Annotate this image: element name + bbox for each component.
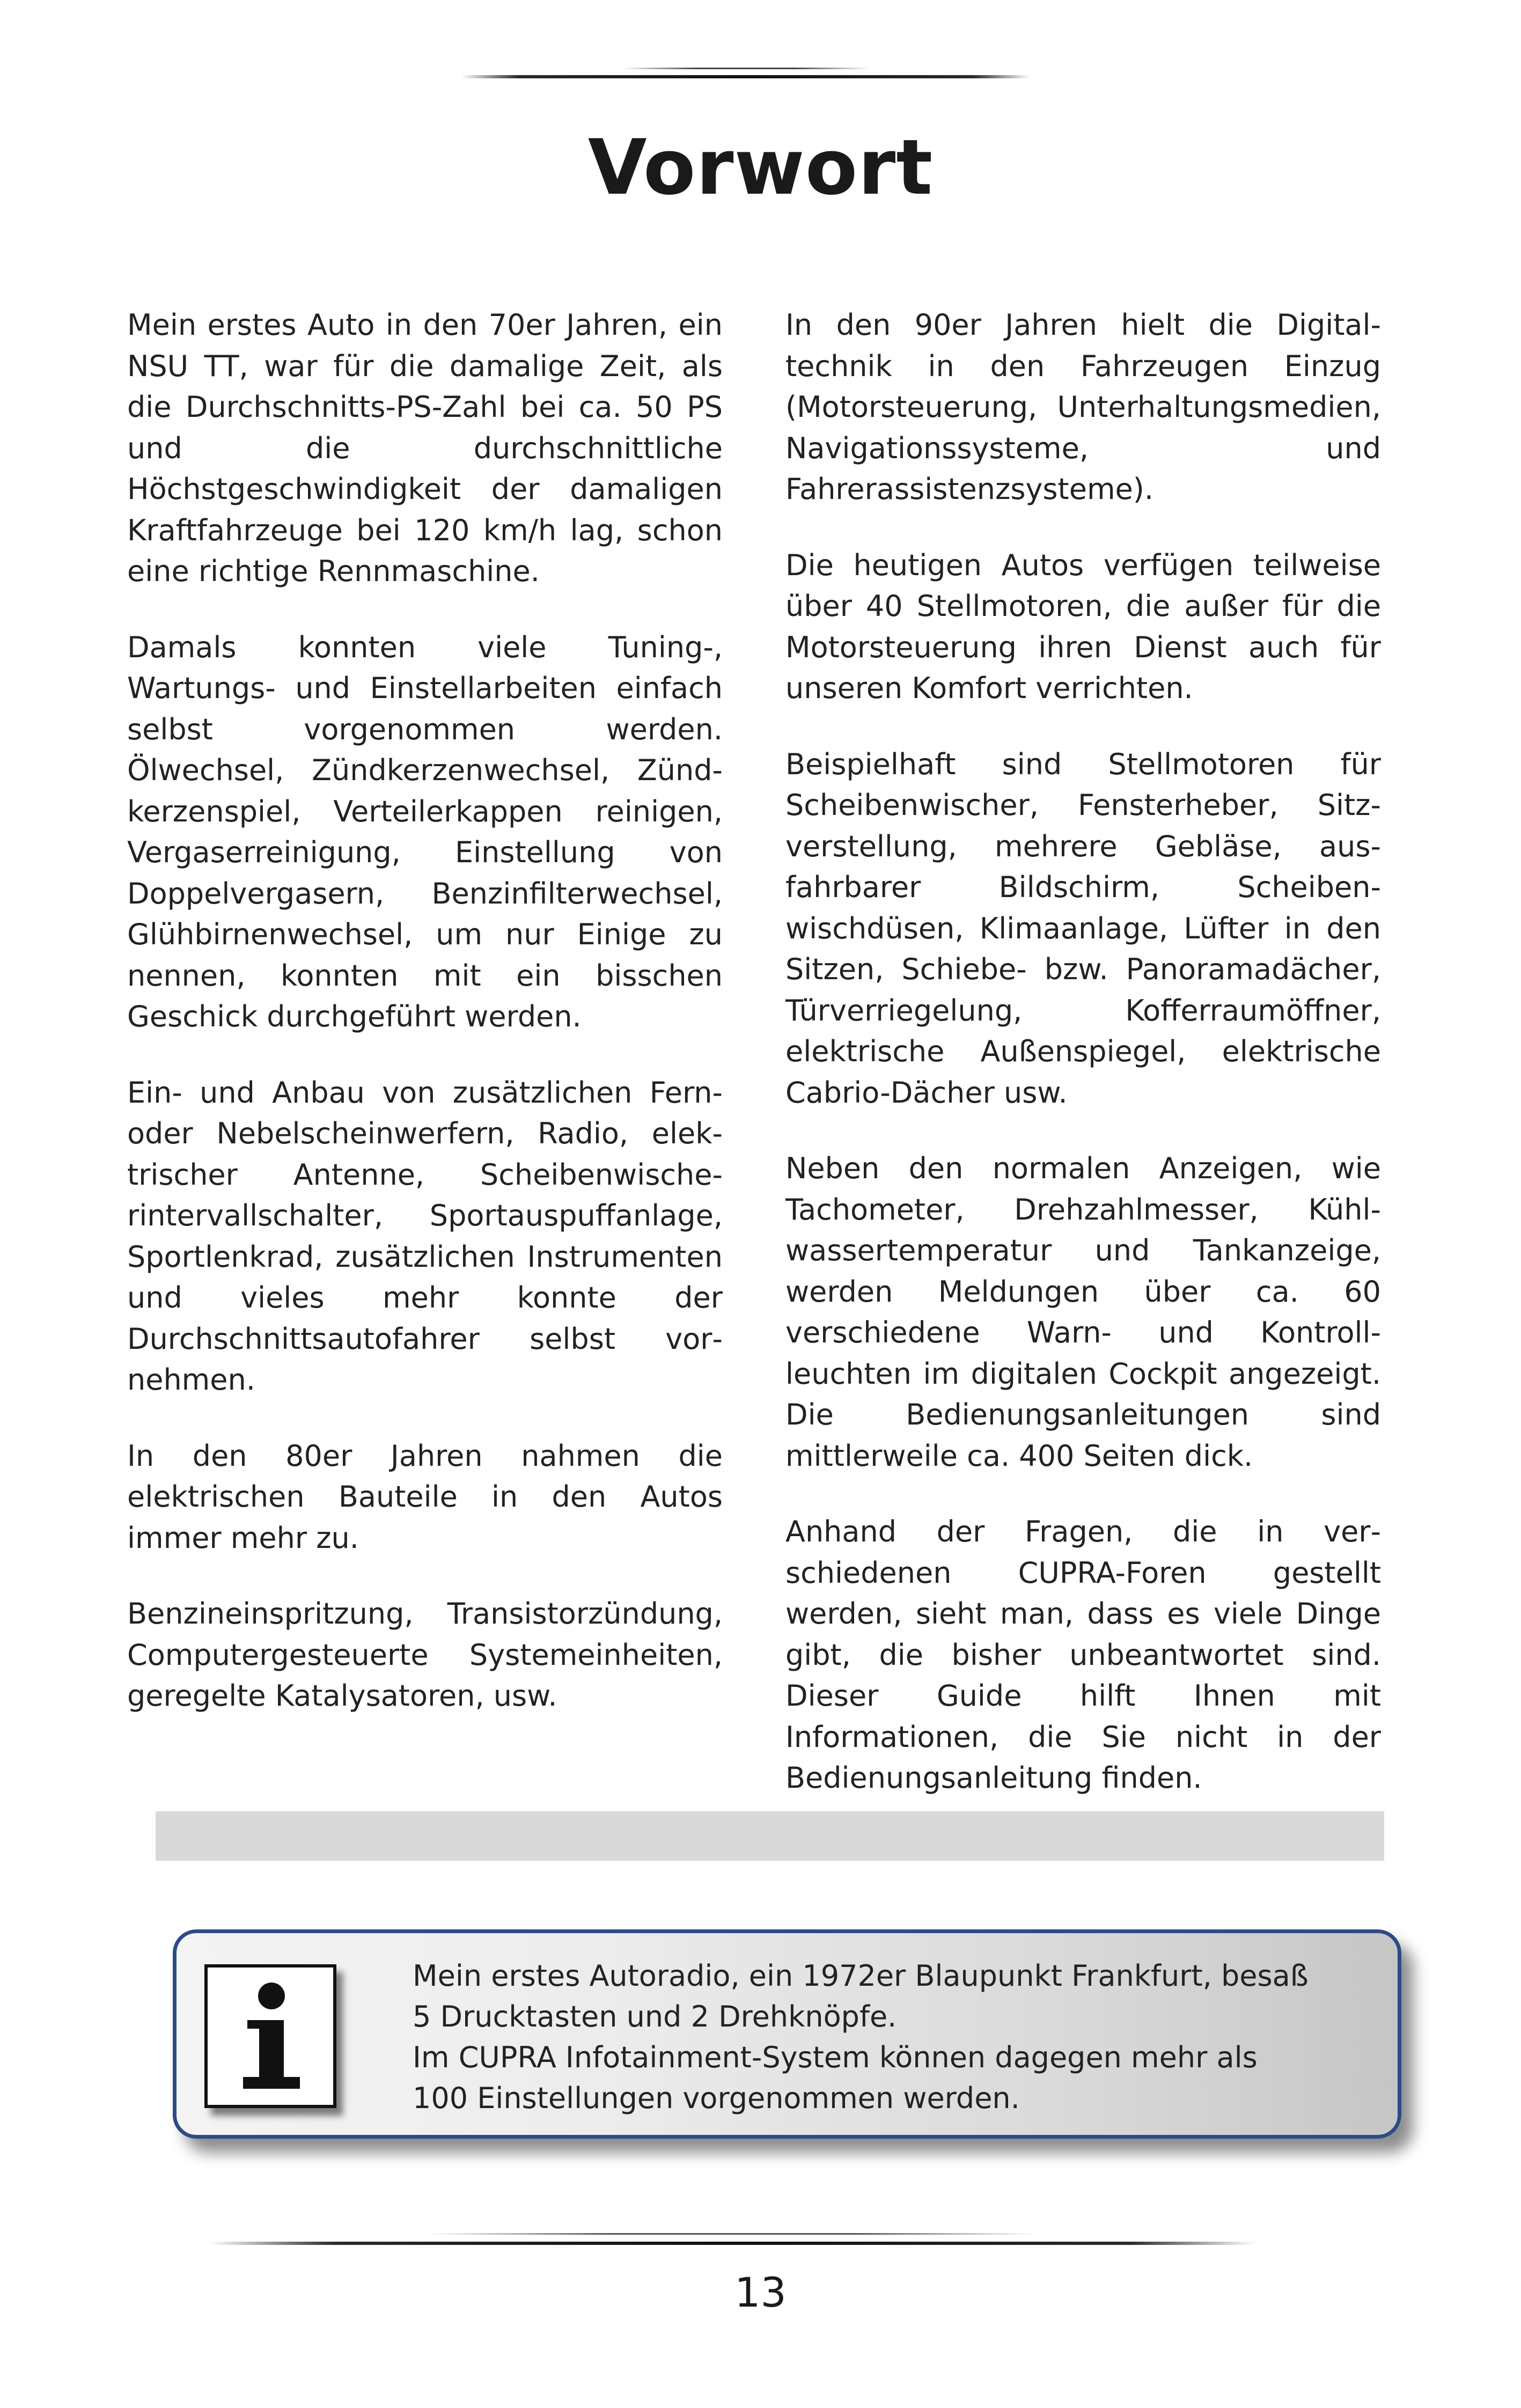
paragraph: Anhand der Fragen, die in verschiedenen CUPRA-Foren gestellt werden, sieht man, dass es viele Dinge gibt, die bisher unbeantwortet sind. Dieser Guide hilft Ihnen mit Informationen, die Sie nicht in der Bedienungsanleitung finden.: [785, 1515, 1381, 1795]
paragraph: Neben den normalen Anzeigen, wie Tachometer, Drehzahlmesser, Kühlwassertemperatur und Tankanzeige, werden Meldungen über ca. 60 verschiedene Warn- und Kontrollleuchten im digitalen Cockpit angezeigt. Die Bedienungsanleitungen sind mittlerweile ca. 400 Seiten dick.: [785, 1151, 1381, 1473]
paragraph: Beispielhaft sind Stellmotoren für Scheibenwischer, Fensterheber, Sitzverstellung, mehrere Gebläse, ausfahrbarer Bildschirm, Scheibenwischdüsen, Klimaanlage, Lüfter in den Sitzen, Schiebe- bzw. Panoramadächer, Türverriegelung, Kofferraumöffner, elektrische Außenspiegel, elektrische Cabrio-Dächer usw.: [785, 747, 1381, 1110]
info-icon-dot: [258, 1983, 285, 2009]
info-line: 100 Einstellungen vorgenommen werden.: [413, 2081, 1020, 2115]
paragraph: Die heutigen Autos verfügen teilweise über 40 Stellmotoren, die außer für die Motorsteuerung ihren Dienst auch für unseren Komfort verrichten.: [785, 548, 1381, 705]
page-number: 13: [734, 2268, 787, 2316]
paragraph: Mein erstes Auto in den 70er Jahren, ein NSU TT, war für die damalige Zeit, als die Durchschnitts-PS-Zahl bei ca. 50 PS und die durchschnittliche Höchstgeschwindigkeit der damaligen Kraftfahrzeuge bei 120 km/h lag, schon eine richtige Rennmaschine.: [127, 308, 723, 588]
paragraph: In den 90er Jahren hielt die Digitaltechnik in den Fahrzeugen Einzug (Motorsteuerung, Unterhaltungsmedien, Navigationssysteme, und Fahrerassistenzsysteme).: [785, 308, 1381, 506]
paragraph: Ein- und Anbau von zusätzlichen Fern- oder Nebelscheinwerfern, Radio, elektrischer Antenne, Scheibenwischerintervallschalter, Sportauspuffanlage, Sportlenkrad, zusätzlichen Instrumenten und vieles mehr konnte der Durchschnittsautofahrer selbst vornehmen.: [127, 1075, 723, 1397]
info-icon-stem: [259, 2020, 284, 2078]
info-line: 5 Drucktasten und 2 Drehknöpfe.: [413, 2000, 897, 2033]
info-line: Mein erstes Autoradio, ein 1972er Blaupunkt Frankfurt, besaß: [413, 1959, 1309, 1993]
top-rule-thin: [622, 68, 869, 69]
paragraph: Benzineinspritzung, Transistorzündung, Computergesteuerte Systemeinheiten, geregelte Katalysatoren, usw.: [127, 1597, 723, 1713]
left-column: [127, 305, 723, 1752]
paragraph: Damals konnten viele Tuning-, Wartungs- und Einstellarbeiten einfach selbst vorgenommen werden. Ölwechsel, Zündkerzenwechsel, Zündkerzenspiel, Verteilerkappen reinigen, Vergaserreinigung, Einstellung von Doppelvergasern, Benzinfilterwechsel, Glühbirnenwechsel, um nur Einige zu nennen, konnten mit ein bisschen Geschick durchgeführt werden.: [127, 630, 723, 1033]
gray-separator-bar: [156, 1811, 1384, 1861]
bottom-rule: [209, 2242, 1255, 2245]
info-icon: [204, 1964, 336, 2108]
info-line: Im CUPRA Infotainment-System können dagegen mehr als: [413, 2040, 1258, 2074]
info-icon-base: [243, 2077, 300, 2089]
info-box: [173, 1929, 1401, 2139]
right-column: [785, 305, 1381, 1834]
paragraph: In den 80er Jahren nahmen die elektrischen Bauteile in den Autos immer mehr zu.: [127, 1438, 723, 1555]
bottom-rule-thin: [429, 2233, 1035, 2235]
top-rule: [461, 75, 1030, 78]
page-title: Vorwort: [587, 123, 934, 212]
info-text: [413, 1956, 1378, 2119]
